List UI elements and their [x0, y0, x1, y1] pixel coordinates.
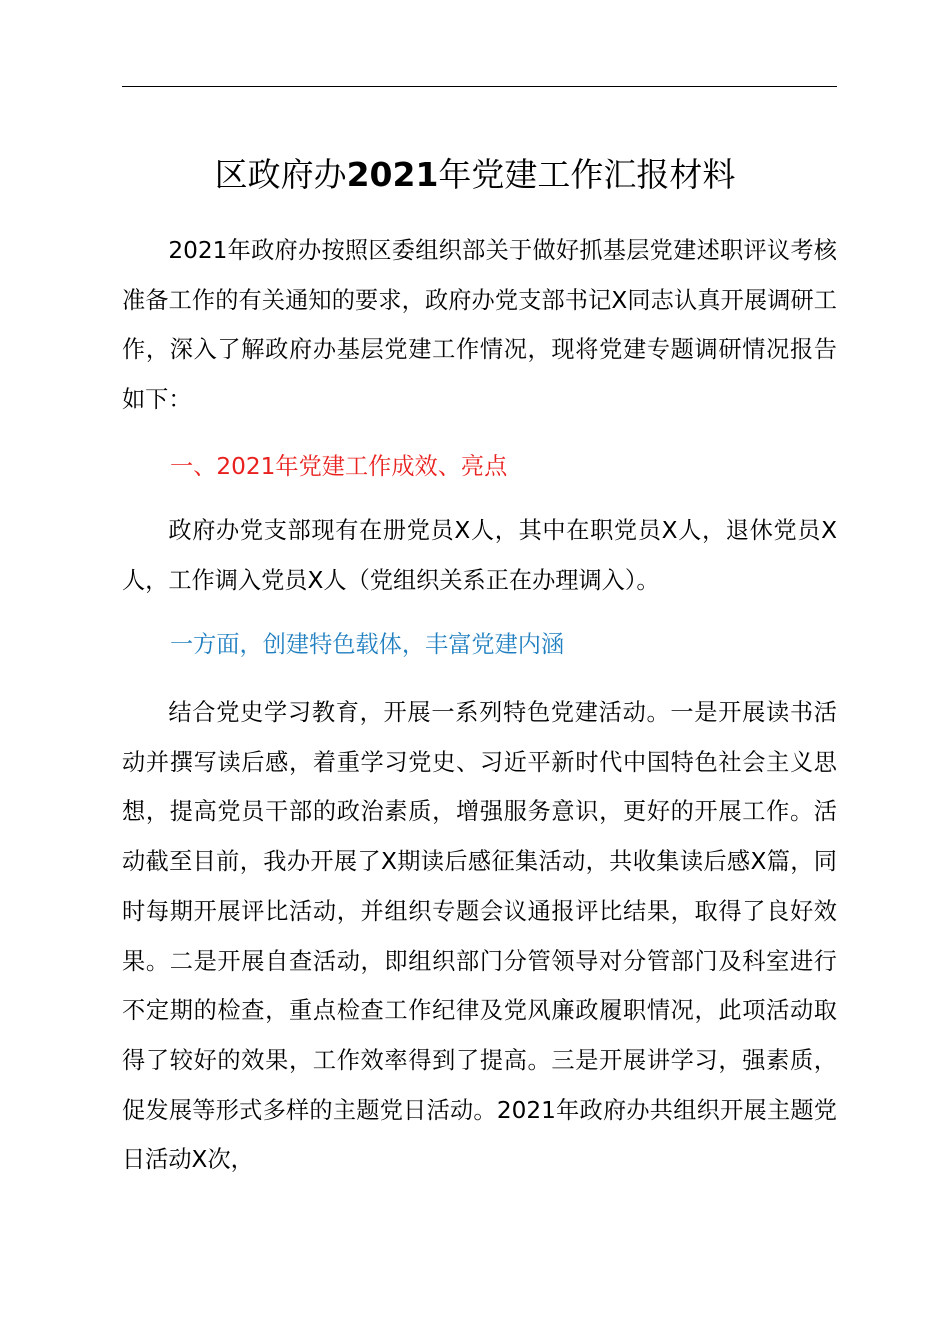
document-title	[0, 150, 950, 200]
section-one-heading: 一、2021年党建工作成效、亮点	[170, 453, 508, 480]
title-year: 2021	[346, 155, 439, 194]
members-paragraph: 政府办党支部现有在册党员X人，其中在职党员X人，退休党员X人，工作调入党员X人（党组织关系正在办理调入）。	[122, 517, 837, 594]
activities-paragraph: 结合党史学习教育，开展一系列特色党建活动。一是开展读书活动并撰写读后感，着重学习党史、习近平新时代中国特色社会主义思想，提高党员干部的政治素质，增强服务意识，更好的开展工作。活动截至目前，我办开展了X期读后感征集活动，共收集读后感X篇，同时每期开展评比活动，并组织专题会议通报评比结果，取得了良好效果。二是开展自查活动，即组织部门分管领导对分管部门及科室进行不定期的检查，重点检查工作纪律及党风廉政履职情况，此项活动取得了较好的效果，工作效率得到了提高。三是开展讲学习，强素质，促发展等形式多样的主题党日活动。2021年政府办共组织开展主题党日活动X次，	[122, 699, 837, 1174]
title-suffix: 年党建工作汇报材料	[438, 155, 736, 194]
intro-paragraph: 2021年政府办按照区委组织部关于做好抓基层党建述职评议考核准备工作的有关通知的要求，政府办党支部书记X同志认真开展调研工作，深入了解政府办基层党建工作情况，现将党建专题调研情况报告如下：	[122, 237, 837, 414]
subheading-one: 一方面，创建特色载体，丰富党建内涵	[170, 631, 565, 658]
header-rule	[122, 86, 837, 87]
title-prefix: 区政府办	[214, 155, 347, 194]
